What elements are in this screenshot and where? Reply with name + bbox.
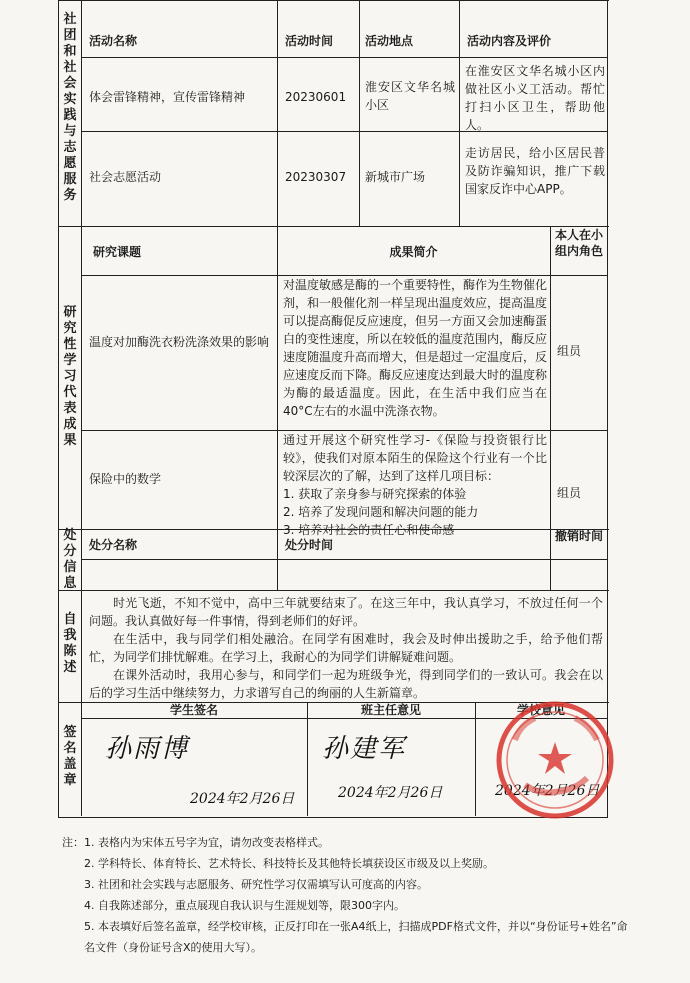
activity-place: 新城市广场 bbox=[365, 170, 426, 184]
col-research-role: 本人在小组内角色 bbox=[555, 228, 604, 258]
note-item: 5. 本表填好后签名盖章，经学校审核，正反打印在一张A4纸上，扫描成PDF格式文件，并以“身份证号+姓名”命名文件（身份证号含X的使用大写）。 bbox=[84, 920, 628, 954]
teacher-signature: 孙建军 bbox=[322, 734, 407, 764]
col-activity-place: 活动地点 bbox=[365, 34, 414, 48]
note-item: 4. 自我陈述部分，重点展现自我认识与生涯规划等，限300字内。 bbox=[84, 899, 405, 912]
self-statement-text bbox=[89, 594, 603, 702]
school-sign-date: 2024年2月26日 bbox=[495, 783, 600, 799]
research-topic: 保险中的数学 bbox=[89, 472, 162, 486]
punishment-section-label: 处分信息 bbox=[63, 528, 77, 591]
research-summary bbox=[283, 431, 547, 539]
record-form bbox=[58, 0, 608, 818]
statement-paragraph: 在生活中，我与同学们相处融洽。在同学有困难时，我会及时伸出援助之手，给予他们帮忙，为同学们排忧解难。在学习上，我耐心的为同学们讲解疑难问题。 bbox=[89, 632, 603, 664]
col-punishment-name: 处分名称 bbox=[89, 538, 138, 552]
statement-paragraph: 时光飞逝，不知不觉中，高中三年就要结束了。在这三年中，我认真学习，不放过任何一个问题。我认真做好每一件事情，得到老师们的好评。 bbox=[89, 596, 603, 628]
note-item: 2. 学科特长、体育特长、艺术特长、科技特长及其他特长填获设区市级及以上奖励。 bbox=[84, 857, 494, 870]
activity-content: 在淮安区文华名城小区内做社区小义工活动。帮忙打扫小区卫生，帮助他人。 bbox=[465, 64, 605, 132]
summary-line: 3. 培养对社会的责任心和使命感 bbox=[283, 523, 455, 537]
summary-line: 2. 培养了发现问题和解决问题的能力 bbox=[283, 505, 479, 519]
activity-content: 走访居民，给小区居民普及防诈骗知识，推广下载国家反诈中心APP。 bbox=[465, 146, 605, 196]
col-research-topic: 研究课题 bbox=[93, 245, 142, 259]
col-teacher-opinion: 班主任意见 bbox=[360, 703, 421, 717]
form-notes bbox=[62, 832, 632, 958]
note-item: 1. 表格内为宋体五号字为宜，请勿改变表格样式。 bbox=[84, 836, 329, 849]
col-activity-name: 活动名称 bbox=[89, 34, 138, 48]
research-role: 组员 bbox=[557, 344, 582, 358]
self-statement-section-label: 自我陈述 bbox=[63, 612, 77, 675]
summary-line: 1. 获取了亲身参与研究探索的体验 bbox=[283, 487, 467, 501]
col-research-summary: 成果简介 bbox=[389, 245, 438, 259]
activity-time: 20230307 bbox=[285, 170, 347, 184]
col-revoke-time: 撤销时间 bbox=[555, 529, 604, 543]
activity-time: 20230601 bbox=[285, 90, 347, 104]
school-seal-stamp bbox=[495, 700, 615, 820]
note-item: 3. 社团和社会实践与志愿服务、研究性学习仅需填写认可度高的内容。 bbox=[84, 878, 428, 891]
col-punishment-time: 处分时间 bbox=[285, 538, 334, 552]
research-role: 组员 bbox=[557, 486, 582, 500]
summary-line: 通过开展这个研究性学习-《保险与投资银行比较》，使我们对原本陌生的保险这个行业有一个比较深层次的了解，达到了这样几项目标： bbox=[283, 433, 547, 483]
col-school-opinion: 学校意见 bbox=[516, 703, 565, 717]
student-signature: 孙雨博 bbox=[105, 734, 190, 764]
signature-section-label: 签名盖章 bbox=[63, 725, 77, 788]
col-activity-content: 活动内容及评价 bbox=[467, 34, 552, 48]
statement-paragraph: 在课外活动时，我用心参与，和同学们一起为班级争光，得到同学们的一致认可。我会在以后的学习生活中继续努力，力求谱写自己的绚丽的人生新篇章。 bbox=[89, 668, 603, 700]
col-student-signature: 学生签名 bbox=[169, 703, 218, 717]
research-summary: 对温度敏感是酶的一个重要特性，酶作为生物催化剂，和一般催化剂一样呈现出温度效应，提高温度可以提高酶促反应速度，但另一方面又会加速酶蛋白的变性速度，所以在较低的温度范围内，酶反应速度随温度升高而增大，但是超过一定温度后，反应速度反而下降。酶反应速度达到最大时的温度称为酶的最适温度。因此，在生活中我们应当在40°C左右的水温中洗涤衣物。 bbox=[283, 278, 548, 418]
research-section-label: 研究性学习代表成果 bbox=[63, 305, 77, 448]
notes-lead: 注： bbox=[62, 836, 84, 849]
activity-place: 淮安区文华名城小区 bbox=[365, 80, 455, 112]
activity-name: 社会志愿活动 bbox=[89, 170, 162, 184]
teacher-sign-date: 2024年2月26日 bbox=[338, 785, 443, 801]
social-section-label: 社团和社会实践与志愿服务 bbox=[63, 12, 77, 203]
activity-name: 体会雷锋精神，宣传雷锋精神 bbox=[89, 90, 246, 104]
col-activity-time: 活动时间 bbox=[285, 34, 334, 48]
student-sign-date: 2024年2月26日 bbox=[190, 791, 295, 807]
research-topic: 温度对加酶洗衣粉洗涤效果的影响 bbox=[89, 335, 270, 349]
